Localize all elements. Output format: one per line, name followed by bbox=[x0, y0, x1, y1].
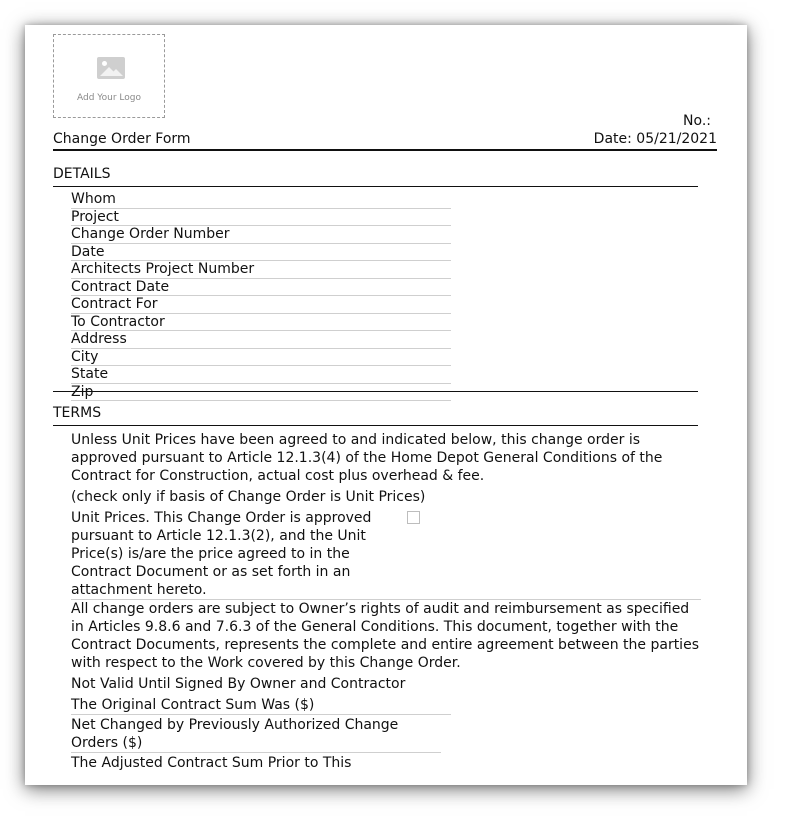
logo-placeholder[interactable] bbox=[53, 34, 165, 118]
field-adjusted-contract-sum[interactable]: The Adjusted Contract Sum Prior to This bbox=[71, 755, 352, 771]
terms-section bbox=[71, 431, 701, 773]
date-label: Date: 05/21/2021 bbox=[593, 131, 717, 147]
image-placeholder-icon bbox=[97, 57, 125, 79]
audit-text: All change orders are subject to Owner’s rights of audit and reimbursement as specified in Articles 9.8.6 and 7.6.3 of the General Conditions. This document, together with the Contract Documents, represents the complete and entire agreement between the parties with respect to the Work covered by this Change Order. bbox=[71, 599, 701, 672]
details-end-divider bbox=[53, 391, 698, 392]
not-valid-text: Not Valid Until Signed By Owner and Contractor bbox=[71, 676, 406, 692]
field-contract-for[interactable]: Contract For bbox=[71, 297, 451, 314]
field-original-contract-sum[interactable]: The Original Contract Sum Was ($) bbox=[71, 696, 451, 715]
unit-prices-text: Unit Prices. This Change Order is approved pursuant to Article 12.1.3(2), and the Unit Price(s) is/are the price agreed to in the Contract Document or as set forth in an attachment hereto. bbox=[71, 510, 372, 598]
check-note: (check only if basis of Change Order is Unit Prices) bbox=[71, 489, 426, 505]
number-label: No.: bbox=[683, 113, 711, 129]
details-field-list bbox=[71, 192, 451, 402]
logo-placeholder-text: Add Your Logo bbox=[77, 93, 141, 103]
terms-intro: Unless Unit Prices have been agreed to and indicated below, this change order is approved pursuant to Article 12.1.3(4) of the Home Depot General Conditions of the Contract for Construction, actual cost plus overhead & fee. bbox=[71, 432, 663, 484]
terms-divider bbox=[53, 425, 698, 426]
page-title: Change Order Form bbox=[53, 131, 191, 147]
field-whom[interactable]: Whom bbox=[71, 192, 451, 209]
field-zip[interactable]: Zip bbox=[71, 385, 451, 402]
unit-prices-checkbox[interactable] bbox=[407, 511, 420, 524]
field-architects-project-number[interactable]: Architects Project Number bbox=[71, 262, 451, 279]
details-divider bbox=[53, 186, 698, 187]
terms-heading: TERMS bbox=[53, 405, 102, 421]
field-date[interactable]: Date bbox=[71, 245, 451, 262]
field-address[interactable]: Address bbox=[71, 332, 451, 349]
field-city[interactable]: City bbox=[71, 350, 451, 367]
field-state[interactable]: State bbox=[71, 367, 451, 384]
field-project[interactable]: Project bbox=[71, 210, 451, 227]
title-divider bbox=[53, 149, 717, 151]
field-net-changed[interactable]: Net Changed by Previously Authorized Change Orders ($) bbox=[71, 716, 441, 753]
document-page bbox=[25, 25, 747, 785]
field-change-order-number[interactable]: Change Order Number bbox=[71, 227, 451, 244]
field-contract-date[interactable]: Contract Date bbox=[71, 280, 451, 297]
field-to-contractor[interactable]: To Contractor bbox=[71, 315, 451, 332]
details-heading: DETAILS bbox=[53, 166, 111, 182]
